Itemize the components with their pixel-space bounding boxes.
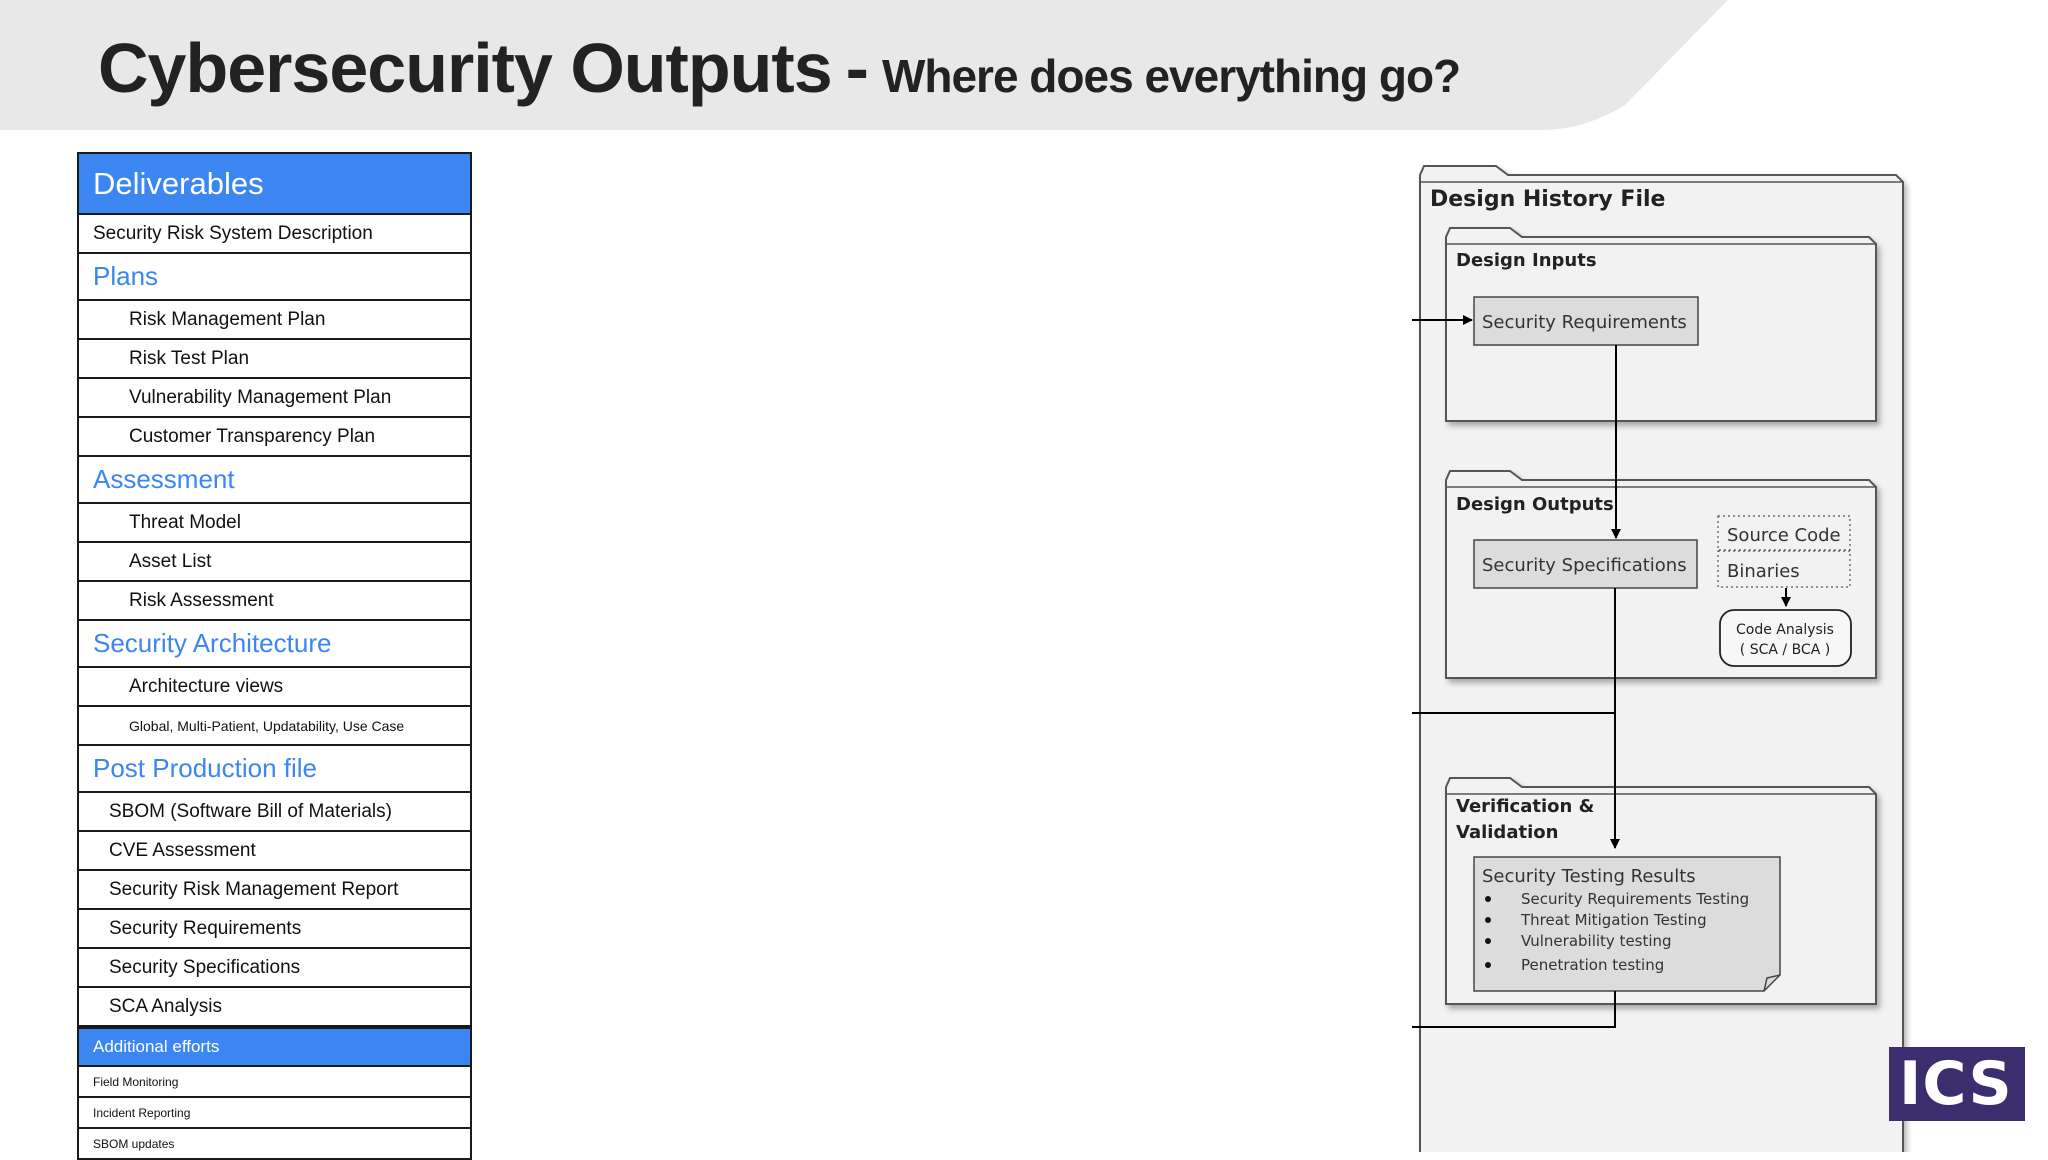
deliverable-item: SBOM (Software Bill of Materials) xyxy=(77,793,472,832)
bullet-dot xyxy=(1485,962,1491,968)
design-outputs-label: Design Outputs xyxy=(1456,494,1614,515)
section-plans: Plans xyxy=(77,254,472,301)
testing-bullet: Penetration testing xyxy=(1521,956,1665,974)
vv-label-line2: Validation xyxy=(1456,822,1559,843)
additional-item: SBOM updates xyxy=(77,1129,472,1160)
deliverable-item: Risk Assessment xyxy=(77,582,472,621)
testing-bullet: Vulnerability testing xyxy=(1521,932,1672,950)
section-assessment: Assessment xyxy=(77,457,472,504)
security-testing-results-title: Security Testing Results xyxy=(1482,866,1696,887)
deliverable-item: Threat Model xyxy=(77,504,472,543)
additional-item: Field Monitoring xyxy=(77,1067,472,1098)
bullet-dot xyxy=(1485,938,1491,944)
deliverable-item: Vulnerability Management Plan xyxy=(77,379,472,418)
additional-efforts-header: Additional efforts xyxy=(77,1027,472,1067)
deliverable-item: Architecture views xyxy=(77,668,472,707)
deliverable-item: Risk Test Plan xyxy=(77,340,472,379)
design-inputs-label: Design Inputs xyxy=(1456,250,1597,271)
deliverable-item: Security Risk System Description xyxy=(77,215,472,254)
deliverable-item: Asset List xyxy=(77,543,472,582)
bullet-dot xyxy=(1485,896,1491,902)
deliverable-item: Security Specifications xyxy=(77,949,472,988)
source-code-label: Source Code xyxy=(1727,525,1841,546)
section-security-architecture: Security Architecture xyxy=(77,621,472,668)
security-specifications-label: Security Specifications xyxy=(1482,555,1687,576)
deliverable-item: Risk Management Plan xyxy=(77,301,472,340)
title-main-text: Cybersecurity Outputs xyxy=(98,29,832,107)
testing-bullet: Security Requirements Testing xyxy=(1521,890,1750,908)
bullet-dot xyxy=(1485,917,1491,923)
additional-item: Incident Reporting xyxy=(77,1098,472,1129)
deliverable-item: SCA Analysis xyxy=(77,988,472,1027)
dhf-title: Design History File xyxy=(1430,187,1666,212)
deliverable-item: Security Requirements xyxy=(77,910,472,949)
deliverable-item: Customer Transparency Plan xyxy=(77,418,472,457)
testing-bullet: Threat Mitigation Testing xyxy=(1521,911,1707,929)
deliverable-item: Security Risk Management Report xyxy=(77,871,472,910)
page-subtitle: Where does everything go? xyxy=(881,50,1461,102)
binaries-label: Binaries xyxy=(1727,561,1800,582)
code-analysis-sublabel: ( SCA / BCA ) xyxy=(1739,642,1831,658)
ics-logo-text: ICS xyxy=(1899,1049,2013,1119)
section-post-production: Post Production file xyxy=(77,746,472,793)
code-analysis-label: Code Analysis xyxy=(1736,622,1834,638)
ics-logo xyxy=(1889,1047,2025,1121)
deliverable-item: CVE Assessment xyxy=(77,832,472,871)
deliverable-item-detail: Global, Multi-Patient, Updatability, Use Case xyxy=(77,707,472,746)
deliverables-header: Deliverables xyxy=(77,152,472,215)
title-dash: - xyxy=(845,29,868,107)
vv-label-line1: Verification & xyxy=(1456,796,1595,817)
security-requirements-label: Security Requirements xyxy=(1482,312,1687,333)
